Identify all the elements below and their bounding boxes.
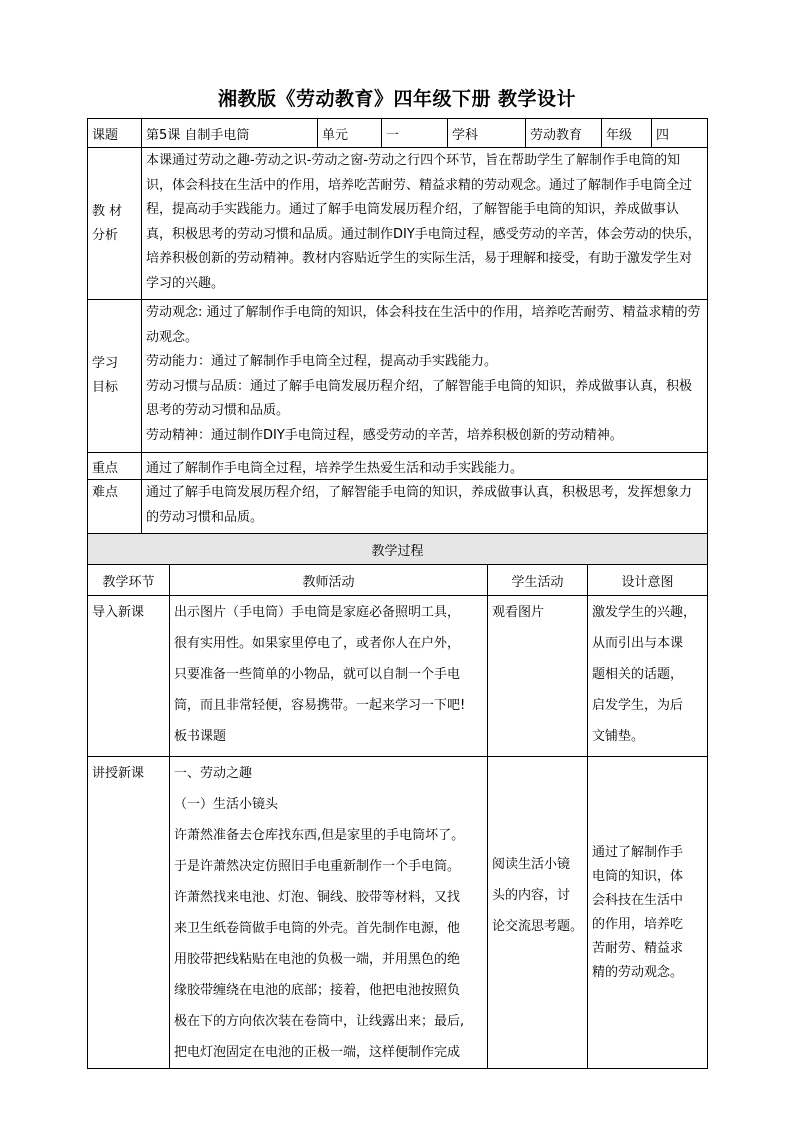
- analysis-text: 本课通过劳动之趣-劳动之识-劳动之窗-劳动之行四个环节，旨在帮助学生了解制作手电筒的知识，体会科技在生活中的作用，培养吃苦耐劳、精益求精的劳动观念。通过了解制作手电筒全过程，提高动手实践能力。通过了解手电筒发展历程介绍，了解智能手电筒的知识，养成做事认真，积极思考的劳动习惯和品质。通过制作DIY手电筒过程，感受劳动的辛苦，体会劳动的快乐，培养积极创新的劳动精神。教材内容贴近学生的实际生活，易于理解和接受，有助于激发学生对学习的兴趣。: [142, 148, 708, 300]
- analysis-label: 教 材 分析: [88, 148, 142, 300]
- design-intent: 通过了解制作手 电筒的知识，体 会科技在生活中 的作用，培养吃 苦耐劳、精益求 精的劳动观念。: [588, 757, 708, 1069]
- difficulty-row: [88, 480, 708, 534]
- header-intent: 设计意图: [588, 565, 708, 596]
- goals-list: [142, 300, 708, 453]
- goal-item: 劳动观念: 通过了解制作手电筒的知识，体会科技在生活中的作用，培养吃苦耐劳、精益求精的劳动观念。: [146, 305, 701, 345]
- process-section-row: [88, 534, 708, 565]
- goal-item: 劳动习惯与品质：通过了解手电筒发展历程介绍，了解智能手电筒的知识，养成做事认真，积极思考的劳动习惯和品质。: [146, 378, 693, 418]
- process-section-title: 教学过程: [88, 534, 708, 565]
- student-activity: 阅读生活小镜 头的内容，讨 论交流思考题。: [488, 757, 588, 1069]
- teacher-activity: 一、劳动之趣 （一）生活小镜头 许萧然准备去仓库找东西,但是家里的手电筒坏了。 于是许萧然决定仿照旧手电重新制作一个手电筒。 许萧然找来电池、灯泡、铜线、胶带等材料，又找 来卫生纸卷筒做手电筒的外壳。首先制作电源，他 用胶带把线粘贴在电池的负极一端，并用黑色的绝 缘胶带缠绕在电池的底部；接着，他把电池按照负 极在下的方向依次装在卷筒中，让线露出来；最后, 把电灯泡固定在电池的正极一端，这样便制作完成: [170, 757, 488, 1069]
- unit-label: 单元: [318, 119, 382, 148]
- info-row: [88, 119, 708, 148]
- difficulty-text: 通过了解手电筒发展历程介绍，了解智能手电筒的知识，养成做事认真，积极思考，发挥想象力的劳动习惯和品质。: [142, 480, 708, 534]
- key-point-row: [88, 453, 708, 480]
- stage-cell: 导入新课: [88, 596, 170, 757]
- teacher-activity: 出示图片（手电筒）手电筒是家庭必备照明工具， 很有实用性。如果家里停电了，或者你人在户外， 只要准备一些简单的小物品，就可以自制一个手电 筒，而且非常轻便，容易携带。一起来学习一下吧! 板书课题: [170, 596, 488, 757]
- goals-row: [88, 300, 708, 453]
- design-intent: 激发学生的兴趣， 从而引出与本课 题相关的话题， 启发学生，为后 文铺垫。: [588, 596, 708, 757]
- process-row-intro: [88, 596, 708, 757]
- student-activity: 观看图片: [488, 596, 588, 757]
- goal-item: 劳动能力：通过了解制作手电筒全过程，提高动手实践能力。: [146, 354, 498, 369]
- goals-label: 学习 目标: [88, 300, 142, 453]
- grade-label: 年级: [602, 119, 652, 148]
- grade-value: 四: [652, 119, 708, 148]
- goal-item: 劳动精神：通过制作DIY手电筒过程，感受劳动的辛苦，培养积极创新的劳动精神。: [146, 427, 623, 443]
- lesson-value: 第5课 自制手电筒: [142, 119, 318, 148]
- process-header-row: [88, 565, 708, 596]
- header-student: 学生活动: [488, 565, 588, 596]
- lesson-label: 课题: [88, 119, 142, 148]
- header-teacher: 教师活动: [170, 565, 488, 596]
- lesson-info-table: [87, 118, 708, 534]
- difficulty-label: 难点: [88, 480, 142, 534]
- key-point-label: 重点: [88, 453, 142, 480]
- subject-value: 劳动教育: [526, 119, 602, 148]
- stage-cell: 讲授新课: [88, 757, 170, 1069]
- teaching-process-table: [87, 533, 708, 1069]
- header-stage: 教学环节: [88, 565, 170, 596]
- document-title: 湘教版《劳动教育》四年级下册 教学设计: [217, 88, 577, 110]
- analysis-row: [88, 148, 708, 300]
- process-row-new: [88, 757, 708, 1069]
- subject-label: 学科: [448, 119, 526, 148]
- unit-value: 一: [382, 119, 448, 148]
- key-point-text: 通过了解制作手电筒全过程，培养学生热爱生活和动手实践能力。: [142, 453, 708, 480]
